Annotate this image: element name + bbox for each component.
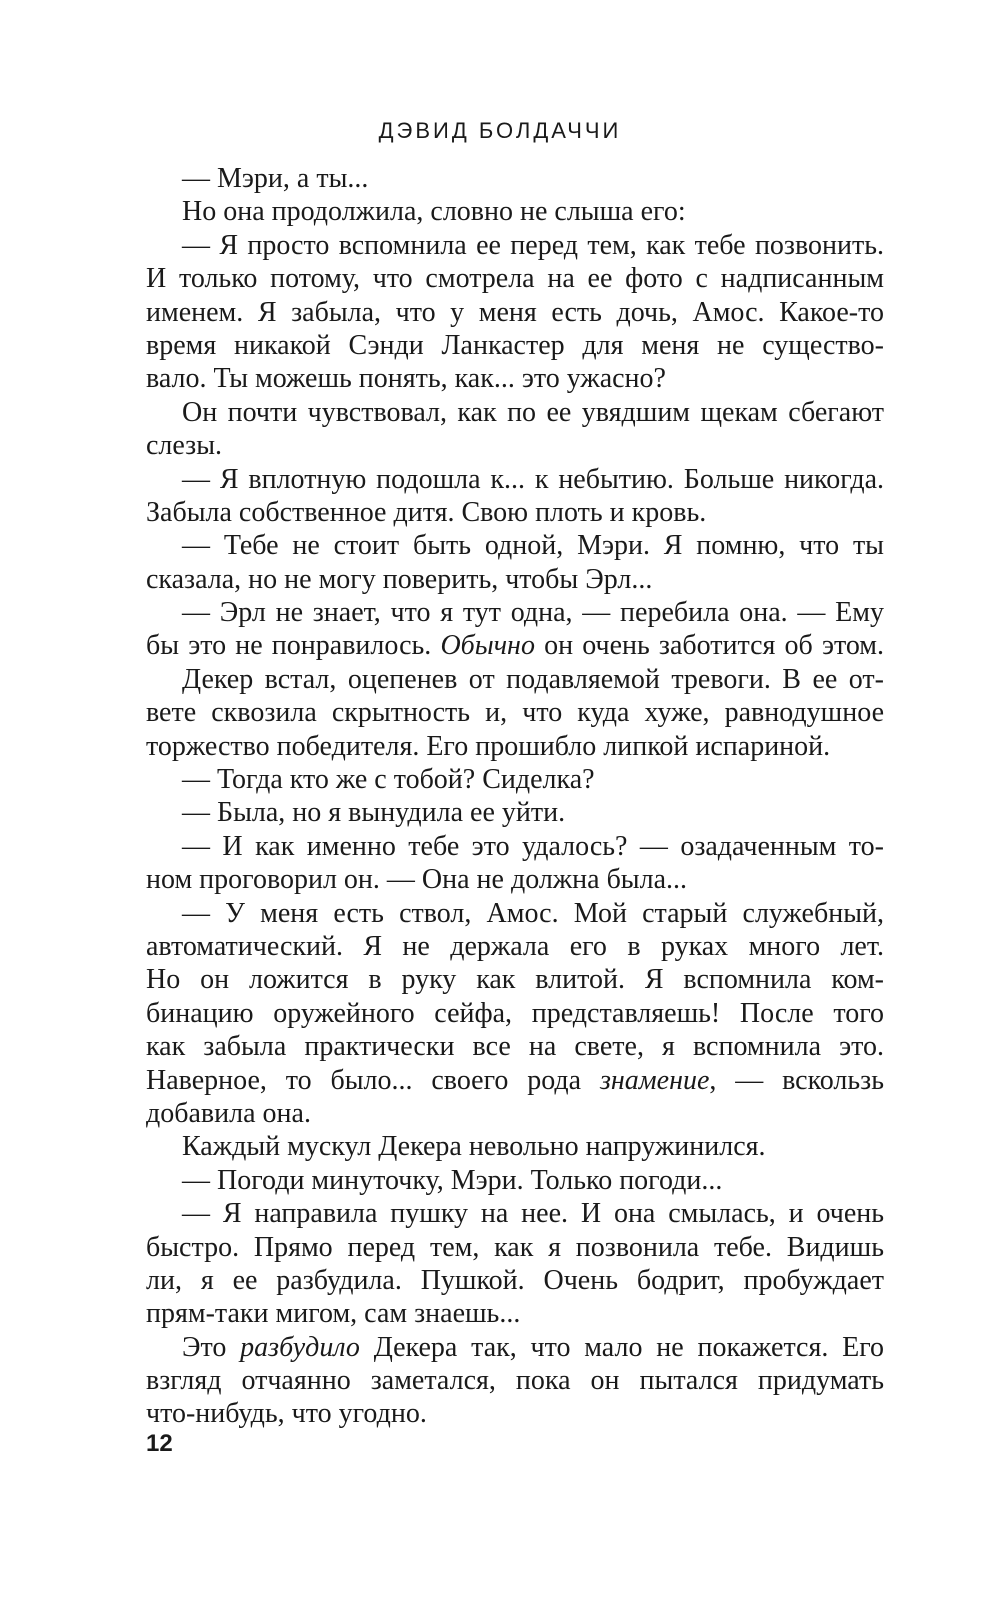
text-line-content: — Тогда кто же с тобой? Сиделка? (182, 764, 595, 796)
text-line (146, 296, 884, 329)
text-line (146, 563, 884, 596)
text-line-content: Он почти чувствовал, как по ее увядшим щекам сбегают (182, 396, 884, 428)
text-line (146, 162, 884, 195)
text-line-content: — Я направила пушку на нее. И она смылась, и очень (182, 1198, 884, 1230)
text-line (146, 1364, 884, 1397)
text-line-content: Забыла собственное дитя. Свою плоть и кровь. (146, 496, 707, 528)
text-line (146, 229, 884, 262)
text-line-content: — Эрл не знает, что я тут одна, — перебила она. — Ему (182, 597, 884, 629)
italic-emphasis: знамение (599, 1064, 710, 1096)
italic-emphasis: разбудило (240, 1331, 360, 1363)
text-line (146, 1331, 884, 1364)
text-line-content: Каждый мускул Декера невольно напружинился. (182, 1131, 766, 1163)
text-line-content: — И как именно тебе это удалось? — озадаченным то- (182, 830, 884, 862)
text-line (146, 629, 884, 662)
text-line (146, 1297, 884, 1330)
text-line (146, 1130, 884, 1163)
text-line (146, 329, 884, 362)
text-line-continuation: он очень заботится об этом. (544, 630, 884, 662)
text-line (146, 262, 884, 295)
text-line-content: — Я вплотную подошла к... к небытию. Больше никогда. (182, 463, 884, 495)
text-line (146, 696, 884, 729)
text-line (146, 396, 884, 429)
text-line-content: — Была, но я вынудила ее уйти. (182, 797, 566, 829)
text-line (146, 1197, 884, 1230)
text-line-content: ли, я ее разбудила. Пушкой. Очень бодрит, пробуждает (146, 1264, 884, 1296)
text-line-content: Это (182, 1331, 227, 1363)
text-line (146, 529, 884, 562)
text-line-content: добавила она. (146, 1097, 311, 1129)
text-line (146, 763, 884, 796)
text-line-content: взгляд отчаянно заметался, пока он пытался придумать (146, 1365, 884, 1397)
text-line (146, 1231, 884, 1264)
text-line-content: — Погоди минуточку, Мэри. Только погоди... (182, 1164, 723, 1196)
text-line-continuation: , — вскользь (709, 1064, 884, 1096)
text-line-content: автоматический. Я не держала его в руках много лет. (146, 930, 884, 962)
text-line-content: Декер встал, оцепенев от подавляемой тревоги. В ее от- (182, 663, 884, 695)
running-head: ДЭВИД БОЛДАЧЧИ (378, 118, 622, 143)
body-text (146, 162, 884, 1431)
text-line-content: время никакой Сэнди Ланкастер для меня не существо- (146, 329, 884, 361)
text-line (146, 997, 884, 1030)
text-line-content: как забыла практически все на свете, я вспомнила это. (146, 1031, 884, 1063)
text-line (146, 195, 884, 228)
text-line-content: сказала, но не могу поверить, чтобы Эрл... (146, 563, 653, 595)
text-line (146, 1164, 884, 1197)
text-line-content: бы это не понравилось. (146, 630, 432, 662)
text-line-content: ном проговорил он. — Она не должна была... (146, 864, 688, 896)
text-line (146, 1097, 884, 1130)
text-line-content: — Мэри, а ты... (182, 163, 369, 194)
text-line (146, 930, 884, 963)
text-line (146, 730, 884, 763)
text-line-content: Наверное, то было... своего рода (146, 1064, 582, 1096)
text-line-content: торжество победителя. Его прошибло липкой испариной. (146, 730, 831, 762)
text-line-content: — Тебе не стоит быть одной, Мэри. Я помню, что ты (182, 530, 884, 562)
text-line-content: вало. Ты можешь понять, как... это ужасно? (146, 363, 666, 395)
text-line (146, 1064, 884, 1097)
text-line-content: Но она продолжила, словно не слыша его: (182, 196, 686, 228)
text-line (146, 830, 884, 863)
text-line (146, 963, 884, 996)
text-line (146, 596, 884, 629)
text-line (146, 463, 884, 496)
text-line-content: — Я просто вспомнила ее перед тем, как тебе позвонить. (182, 229, 884, 261)
text-line (146, 897, 884, 930)
text-line-content: прям-таки мигом, сам знаешь... (146, 1298, 521, 1330)
text-line-content: вете сквозила скрытность и, что куда хуже, равнодушное (146, 697, 884, 729)
text-line-content: И только потому, что смотрела на ее фото с надписанным (146, 263, 884, 295)
text-line-content: — У меня есть ствол, Амос. Мой старый служебный, (182, 897, 884, 929)
text-line-content: бинацию оружейного сейфа, представляешь! После того (146, 997, 884, 1029)
text-line (146, 429, 884, 462)
text-line (146, 1397, 884, 1430)
text-line (146, 663, 884, 696)
page-number: 12 (146, 1430, 173, 1457)
text-line-content: слезы. (146, 430, 223, 462)
text-line-continuation: Декера так, что мало не покажется. Его (373, 1331, 884, 1363)
text-line (146, 796, 884, 829)
text-line-content: Но он ложится в руку как влитой. Я вспомнила ком- (146, 964, 884, 996)
text-line (146, 1264, 884, 1297)
text-line-content: быстро. Прямо перед тем, как я позвонила тебе. Видишь (146, 1231, 884, 1263)
text-line-content: что-нибудь, что угодно. (146, 1398, 427, 1430)
text-line (146, 1030, 884, 1063)
text-line (146, 863, 884, 896)
italic-emphasis: Обычно (440, 630, 535, 662)
text-line (146, 496, 884, 529)
text-line (146, 362, 884, 395)
text-line-content: именем. Я забыла, что у меня есть дочь, Амос. Какое-то (146, 296, 884, 328)
